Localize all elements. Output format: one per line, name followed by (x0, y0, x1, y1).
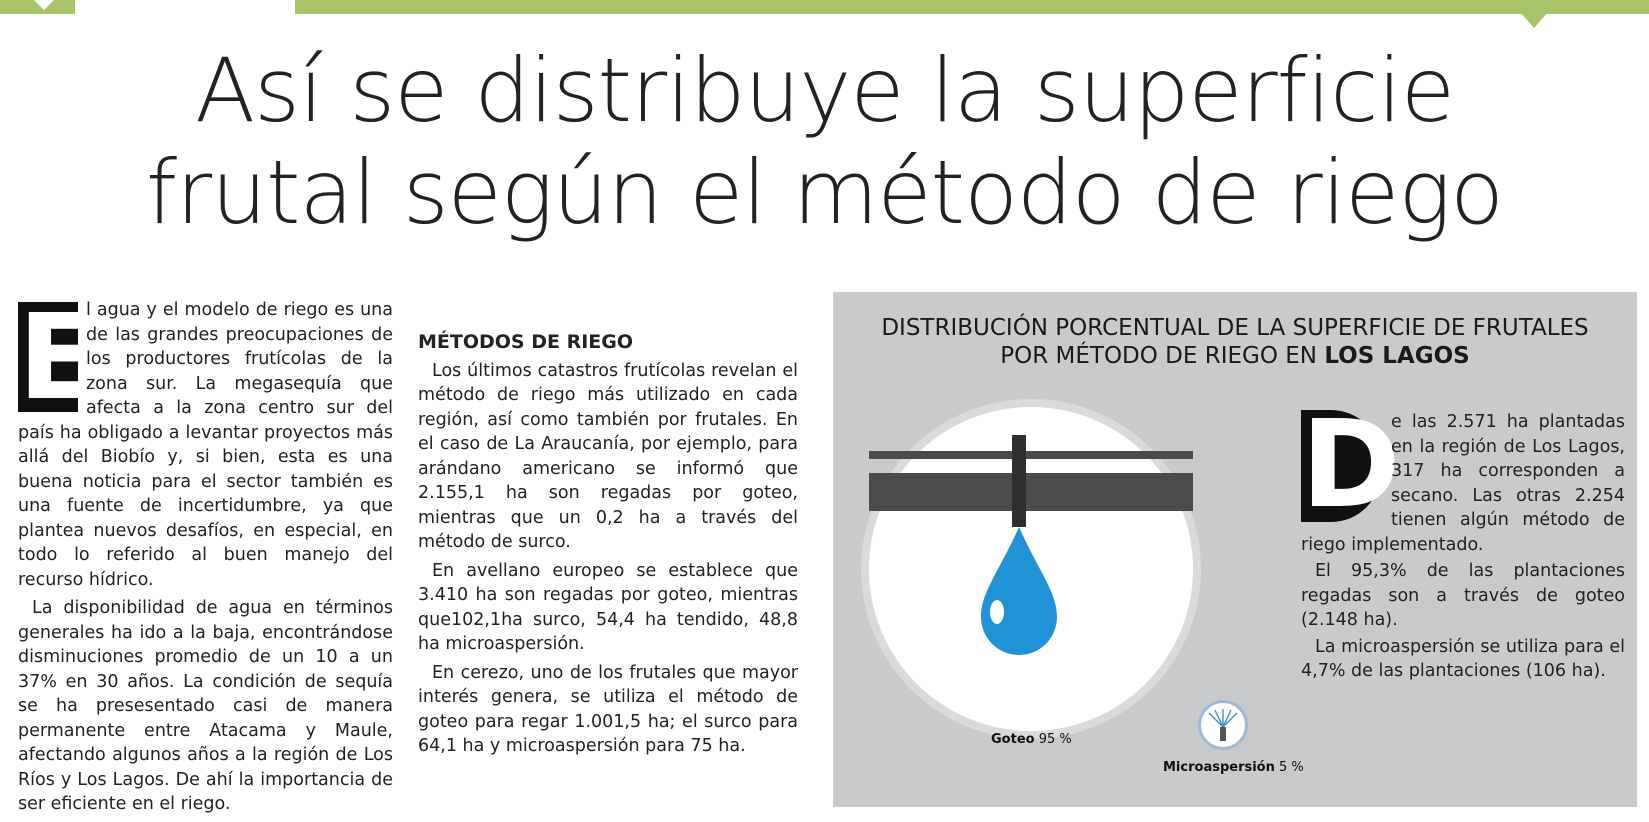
title-line-2: frutal según el método de riego (146, 141, 1503, 244)
infographic-title-line-1: DISTRIBUCIÓN PORCENTUAL DE LA SUPERFICIE DE FRUTALES (881, 315, 1589, 341)
goteo-label-name: Goteo (991, 732, 1035, 747)
sprinkler-stem (1220, 727, 1226, 741)
top-decor-cut (34, 0, 54, 10)
infographic-text (1301, 396, 1625, 686)
pipe-main (869, 473, 1193, 511)
infographic-title-prefix: POR MÉTODO DE RIEGO EN (1000, 343, 1325, 369)
article-paragraph-5: En cerezo, uno de los frutales que mayor interés genera, se utiliza el método de goteo para regar 1.001,5 ha; el surco para 64,1 ha y microaspersión para 75 ha. (418, 662, 798, 756)
spray-lines (1209, 709, 1237, 727)
infographic-title-line-2 (833, 342, 1637, 370)
drop-cap-e: E (18, 288, 99, 426)
micro-label-name: Microaspersión (1163, 760, 1275, 775)
infographic-title (833, 314, 1637, 370)
infographic-panel (833, 292, 1637, 807)
drop-highlight (990, 600, 1004, 624)
article-paragraph-2: La disponibilidad de agua en términos generales ha ido a la baja, encontrándose disminuciones promedio de un 10 a un 37% en 30 años. La condición de sequía se ha presesentado casi de manera permanente entre Atacama y Maule, afectando algunos años a la región de Los Ríos y Los Lagos. De ahí la importancia de ser eficiente en el riego. (18, 598, 393, 814)
section-band (295, 0, 1649, 14)
title-line-1: Así se distribuye la superficie (194, 39, 1455, 142)
article-column-1 (18, 288, 393, 821)
goteo-label-value: 95 % (1038, 732, 1072, 747)
section-band-notch (1520, 12, 1548, 28)
micro-label-value: 5 % (1279, 760, 1304, 775)
section-subhead: MÉTODOS DE RIEGO (418, 331, 634, 353)
article-paragraph-1: l agua y el modelo de riego es una de las grandes preocupaciones de los productores frutícolas de la zona sur. La megasequía que afecta a la zona centro sur del país ha obligado a levantar proyectos más allá del Biobío y, si bien, esta es una buena noticia para el sector también es una fuente de incertidumbre, ya que plantea nuevos desafíos, en especial, en todo lo referido al buen manejo del recurso hídrico. (18, 300, 393, 590)
drop-cap-d: D (1301, 396, 1401, 535)
article-paragraph-3: Los últimos catastros frutícolas revelan el método de riego más utilizado en cada región, así como también por frutales. En el caso de La Araucanía, por ejemplo, para arándano americano se informó que 2.155,1 ha son regadas por goteo, mientras que un 0,2 ha a través del método de surco. (418, 360, 798, 552)
article-column-2 (418, 298, 798, 763)
microaspersion-label (1163, 760, 1304, 775)
article-paragraph-4: En avellano europeo se establece que 3.410 ha son regadas por goteo, mientras que102,1ha surco, 54,4 ha tendido, 48,8 ha microaspersión. (418, 560, 798, 654)
infographic-paragraph-3: La microaspersión se utiliza para el 4,7% de las plantaciones (106 ha). (1301, 636, 1625, 681)
infographic-title-region: LOS LAGOS (1324, 343, 1470, 369)
drip-pipe-svg (869, 407, 1193, 731)
microaspersion-icon (1198, 700, 1248, 750)
infographic-paragraph-2: El 95,3% de las plantaciones regadas son a través de goteo (2.148 ha). (1301, 561, 1625, 630)
goteo-illustration (861, 399, 1201, 739)
pipe-upper (869, 451, 1193, 459)
goteo-label (991, 732, 1072, 747)
page-title (0, 40, 1649, 244)
dripper-icon (1012, 435, 1026, 527)
water-drop-icon (981, 527, 1057, 655)
infographic-paragraph-1: e las 2.571 ha plantadas en la región de Los Lagos, 317 ha corresponden a secano. Las otras 2.254 tienen algún método de riego implementado. (1301, 412, 1625, 555)
